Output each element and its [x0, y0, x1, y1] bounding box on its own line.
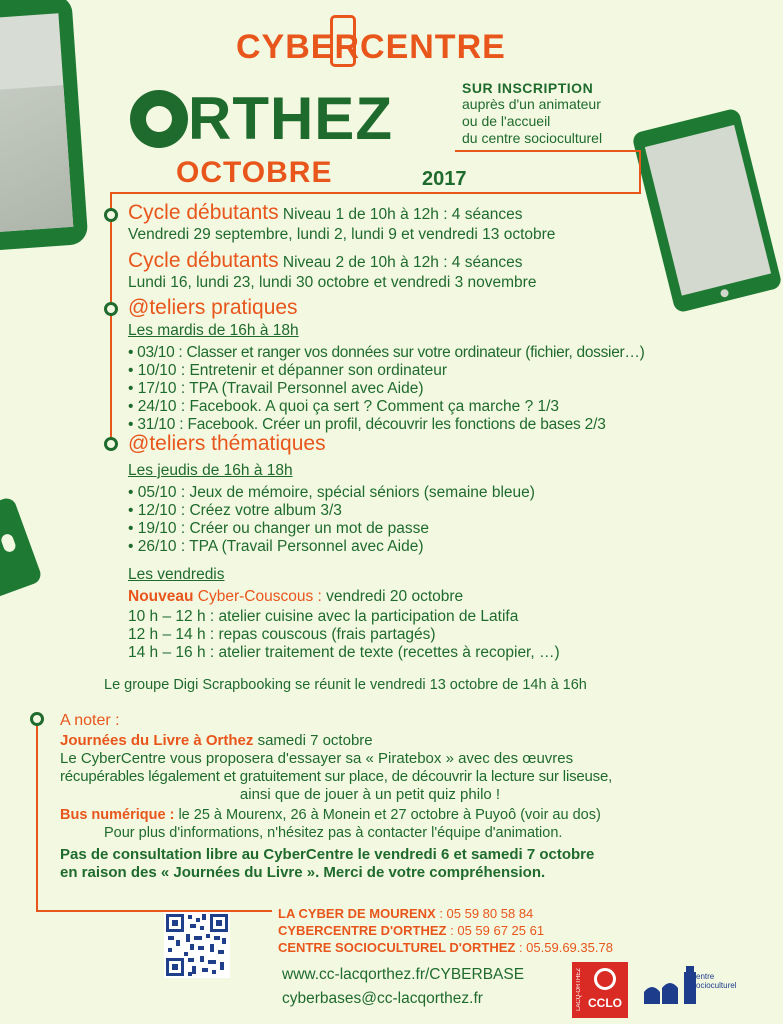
- tablet-illustration-right: [631, 107, 782, 313]
- contact-row: [278, 922, 613, 939]
- list-item: 10 h – 12 h : atelier cuisine avec la participation de Latifa: [128, 608, 519, 625]
- pratiques-schedule: Les mardis de 16h à 18h: [128, 322, 299, 339]
- centre-socioculturel-logo: [640, 966, 737, 1016]
- list-item: • 31/10 : Facebook. Créer un profil, découvrir les fonctions de bases 2/3: [128, 416, 606, 433]
- contact-name: CYBERCENTRE D'ORTHEZ: [278, 923, 447, 938]
- bus-line: [60, 806, 601, 824]
- list-item: • 17/10 : TPA (Travail Personnel avec Aide): [128, 380, 424, 397]
- year-title: 2017: [422, 168, 467, 190]
- list-item: • 10/10 : Entretenir et dépanner son ordinateur: [128, 362, 448, 379]
- noter-line: [36, 722, 38, 912]
- centre-logo-text: centre socioculturel: [692, 972, 737, 990]
- inscription-line: ou de l'accueil: [462, 113, 551, 129]
- contact-name: CENTRE SOCIOCULTUREL D'ORTHEZ: [278, 940, 516, 955]
- contact-phone[interactable]: : 05 59 67 25 61: [446, 923, 545, 938]
- cybercentre-title: CYBERCENTRE: [236, 28, 506, 66]
- phone-illustration-left: [0, 496, 43, 605]
- node-thematiques: [104, 437, 118, 451]
- paragraph-line: Le CyberCentre vous proposera d'essayer sa « Piratebox » avec des œuvres: [60, 750, 574, 767]
- warning-block: [60, 846, 594, 882]
- thematiques-schedule: Les jeudis de 16h à 18h: [128, 462, 293, 479]
- website-link[interactable]: www.cc-lacqorthez.fr/CYBERBASE: [282, 966, 525, 983]
- noter-title: A noter :: [60, 712, 120, 729]
- journees-line: [60, 732, 373, 750]
- node-cycle: [104, 208, 118, 222]
- bus-title: Bus numérique :: [60, 807, 175, 823]
- cycle-1-title: Cycle débutants: [128, 201, 279, 224]
- info-line: Pour plus d'informations, n'hésitez pas à contacter l'équipe d'animation.: [104, 825, 563, 841]
- couscous-list: [128, 608, 560, 662]
- qr-code: [164, 912, 230, 978]
- warning-line: Pas de consultation libre au CyberCentre le vendredi 6 et samedi 7 octobre: [60, 846, 595, 863]
- inscription-line: du centre socioculturel: [462, 130, 603, 146]
- timeline-header-line: [455, 150, 641, 152]
- inscription-title: SUR INSCRIPTION: [462, 80, 594, 96]
- warning-line: en raison des « Journées du Livre ». Merci de votre compréhension.: [60, 864, 546, 881]
- list-item: • 19/10 : Créer ou changer un mot de passe: [128, 520, 429, 537]
- cycle-1: [128, 201, 523, 224]
- contact-row: [278, 939, 613, 956]
- contact-row: [278, 905, 613, 922]
- cycle-2-dates: Lundi 16, lundi 23, lundi 30 octobre et vendredi 3 novembre: [128, 274, 537, 291]
- node-pratiques: [104, 302, 118, 316]
- timeline-line: [110, 192, 112, 442]
- month-title: OCTOBRE: [176, 156, 333, 189]
- paragraph-line: récupérables légalement et gratuitement sur place, de découvrir la lecture sur liseuse,: [60, 768, 613, 785]
- contact-name: LA CYBER DE MOURENX: [278, 906, 436, 921]
- email-link[interactable]: cyberbases@cc-lacqorthez.fr: [282, 990, 483, 1007]
- journees-text: [60, 750, 680, 804]
- thematiques-list: [128, 484, 535, 556]
- inscription-block: [462, 80, 602, 147]
- timeline-right-line: [639, 150, 641, 194]
- list-item: • 24/10 : Facebook. A quoi ça sert ? Comment ça marche ? 1/3: [128, 398, 560, 415]
- list-item: • 26/10 : TPA (Travail Personnel avec Aide): [128, 538, 424, 555]
- journees-date: samedi 7 octobre: [257, 732, 373, 749]
- list-item: 12 h – 14 h : repas couscous (frais partagés): [128, 626, 436, 643]
- couscous-line: [128, 588, 463, 606]
- orthez-o-circle: [130, 90, 188, 148]
- cycle-1-detail: Niveau 1 de 10h à 12h : 4 séances: [282, 206, 523, 223]
- vendredis-title: Les vendredis: [128, 566, 225, 583]
- cclo-logo: [572, 962, 628, 1018]
- cycle-2: [128, 249, 523, 272]
- contact-phone[interactable]: : 05.59.69.35.78: [515, 940, 613, 955]
- pratiques-list: [128, 344, 644, 434]
- cycle-2-title: Cycle débutants: [128, 249, 279, 272]
- pratiques-title: @teliers pratiques: [128, 296, 298, 319]
- noter-bottom-line: [36, 910, 272, 912]
- scrapbooking-note: Le groupe Digi Scrapbooking se réunit le vendredi 13 octobre de 14h à 16h: [104, 677, 587, 693]
- list-item: 14 h – 16 h : atelier traitement de texte (recettes à recopier, …): [128, 644, 560, 661]
- list-item: • 03/10 : Classer et ranger vos données sur votre ordinateur (fichier, dossier…): [128, 344, 645, 361]
- contact-phone[interactable]: : 05 59 80 58 84: [435, 906, 534, 921]
- list-item: • 12/10 : Créez votre album 3/3: [128, 502, 342, 519]
- thematiques-title: @teliers thématiques: [128, 432, 326, 455]
- journees-title: Journées du Livre à Orthez: [60, 732, 254, 749]
- timeline-top-line: [110, 192, 640, 194]
- tablet-illustration-left: [0, 0, 89, 256]
- cycle-1-dates: Vendredi 29 septembre, lundi 2, lundi 9 et vendredi 13 octobre: [128, 226, 556, 243]
- cclo-text: CCLO: [588, 996, 622, 1010]
- cycle-2-detail: Niveau 2 de 10h à 12h : 4 séances: [282, 254, 523, 271]
- nouveau-label: Nouveau: [128, 588, 194, 605]
- inscription-line: auprès d'un animateur: [462, 96, 601, 112]
- bus-text: le 25 à Mourenx, 26 à Monein et 27 octobre à Puyoô (voir au dos): [178, 807, 601, 823]
- list-item: • 05/10 : Jeux de mémoire, spécial séniors (semaine bleue): [128, 484, 535, 501]
- city-title: RTHEZ: [188, 85, 393, 152]
- cclo-side-text: LACQ-ORTHEZ: [576, 968, 582, 1011]
- couscous-date: vendredi 20 octobre: [326, 588, 464, 605]
- contacts-block: [278, 905, 613, 956]
- node-noter: [30, 712, 44, 726]
- couscous-event: Cyber-Couscous :: [197, 588, 322, 605]
- paragraph-line: ainsi que de jouer à un petit quiz philo !: [239, 786, 501, 803]
